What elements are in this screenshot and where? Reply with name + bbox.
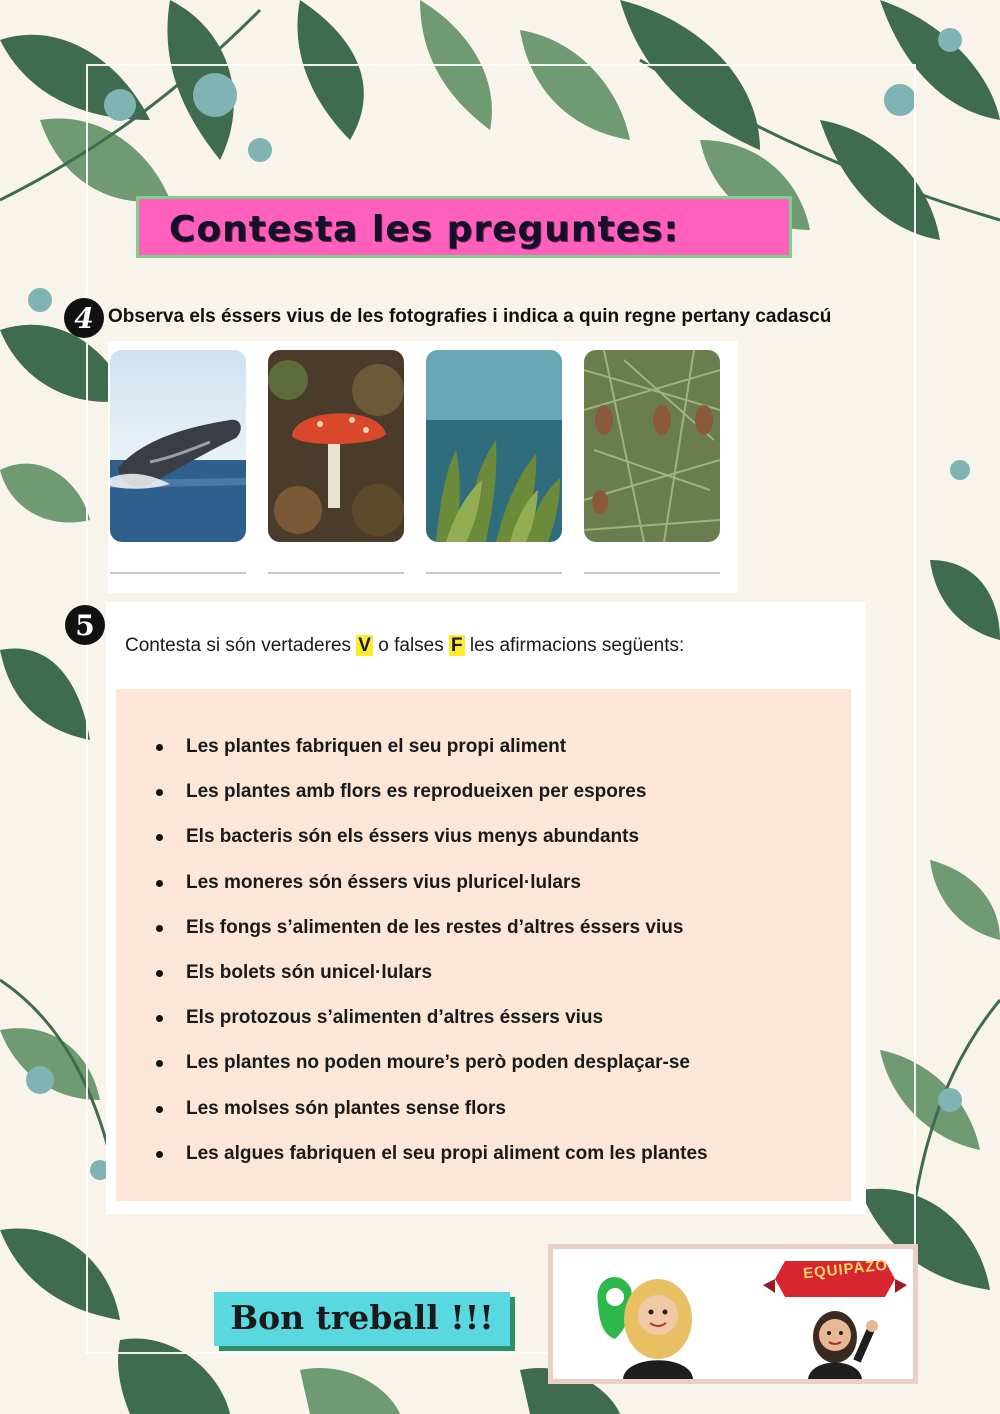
statement-item[interactable]: Els fongs s’alimenten de les restes d’altres éssers vius (156, 916, 708, 961)
statement-item[interactable]: Les plantes no poden moure’s però poden desplaçar-se (156, 1051, 708, 1096)
answer-line-1[interactable] (110, 572, 246, 574)
question-5-instruction (125, 635, 684, 657)
false-letter: F (451, 635, 463, 656)
question-5-number: 5 (65, 605, 105, 645)
statement-item[interactable]: Les molses són plantes sense flors (156, 1097, 708, 1142)
mushroom-photo (268, 350, 404, 542)
statement-item[interactable]: Les algues fabriquen el seu propi aliment com les plantes (156, 1142, 708, 1187)
statement-item[interactable]: Els bacteris són els éssers vius menys abundants (156, 825, 708, 870)
good-work-banner (214, 1292, 510, 1346)
statement-item[interactable]: Les plantes amb flors es reprodueixen per espores (156, 780, 708, 825)
statement-item[interactable]: Les plantes fabriquen el seu propi aliment (156, 735, 708, 780)
seaweed-photo (426, 350, 562, 542)
statement-item[interactable]: Els bolets són unicel·lulars (156, 961, 708, 1006)
answer-line-4[interactable] (584, 572, 720, 574)
question-4-number: 4 (64, 298, 104, 338)
title-banner (136, 196, 792, 258)
photos-panel (108, 341, 738, 593)
question-5-panel (106, 602, 866, 1214)
equipazo-badge: EQUIPAZO (802, 1256, 889, 1283)
statement-list (156, 735, 708, 1187)
answer-line-3[interactable] (426, 572, 562, 574)
page-title: Contesta les preguntes: (169, 209, 680, 250)
question-4-prompt: Observa els éssers vius de les fotografies i indica a quin regne pertany cadascú (108, 306, 832, 327)
statement-item[interactable]: Els protozous s’alimenten d’altres éssers vius (156, 1006, 708, 1051)
bitmoji-panel (548, 1244, 918, 1384)
instruction-part-2: o falses (372, 635, 450, 656)
good-work-text: Bon treball !!! (230, 1298, 494, 1337)
instruction-part-3: les afirmacions següents: (464, 635, 685, 656)
statement-item[interactable]: Les moneres són éssers vius pluricel·lulars (156, 871, 708, 916)
answer-line-2[interactable] (268, 572, 404, 574)
pine-branch-photo (584, 350, 720, 542)
true-letter: V (358, 635, 371, 656)
instruction-part-1: Contesta si són vertaderes (125, 635, 357, 656)
whale-photo (110, 350, 246, 542)
statements-box (116, 689, 851, 1201)
